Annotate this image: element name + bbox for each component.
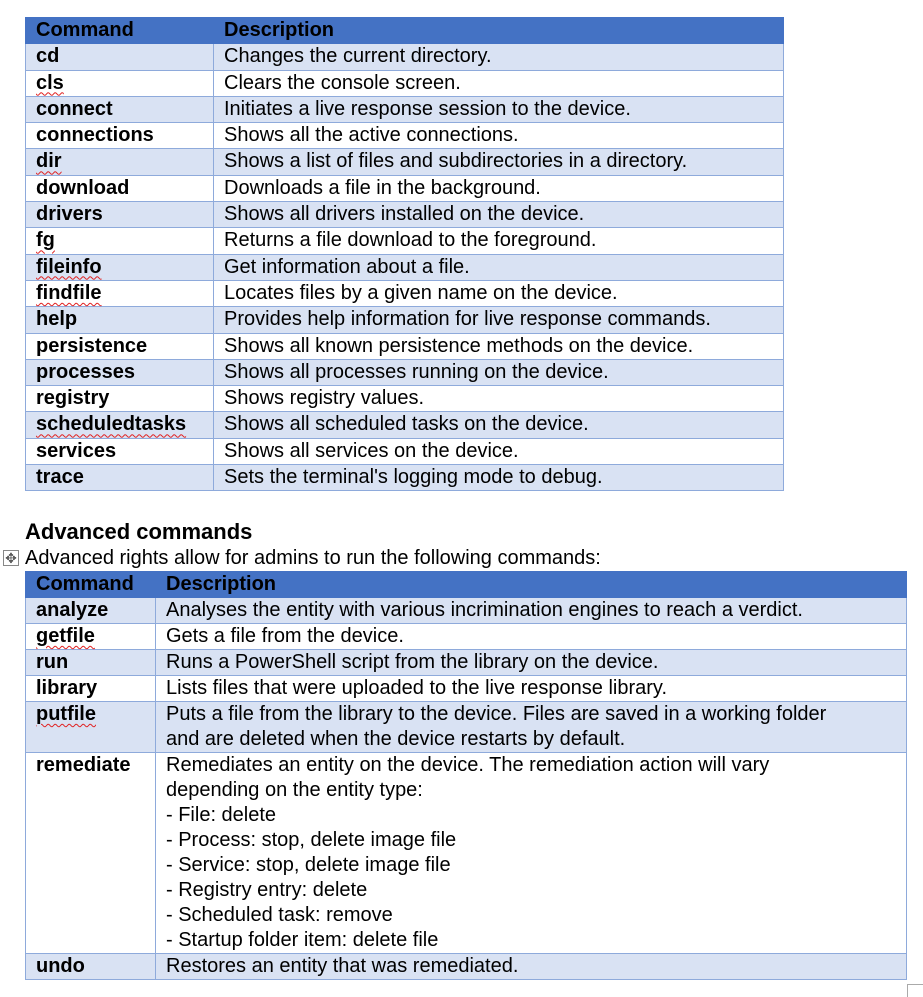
description-cell: Initiates a live response session to the device. [214, 96, 784, 122]
command-name: scheduledtasks [36, 413, 187, 436]
description-cell: Get information about a file. [214, 254, 784, 280]
command-cell [26, 44, 214, 70]
command-cell [26, 753, 156, 954]
command-cell [26, 650, 156, 676]
command-cell [26, 676, 156, 702]
command-name: run [36, 651, 69, 673]
description-cell [156, 676, 907, 702]
table-row [26, 624, 907, 650]
description-cell: Shows all scheduled tasks on the device. [214, 412, 784, 438]
command-name: fileinfo [36, 255, 102, 278]
command-name: undo [36, 955, 85, 977]
command-cell [26, 70, 214, 96]
table-row [26, 96, 784, 122]
command-name: getfile [36, 625, 95, 647]
command-cell [26, 202, 214, 228]
table-row [26, 386, 784, 412]
command-cell [26, 96, 214, 122]
table-row [26, 280, 784, 306]
description-cell [156, 624, 907, 650]
description-cell [156, 702, 907, 753]
table-row [26, 438, 784, 464]
description-cell [156, 598, 907, 624]
command-cell [26, 624, 156, 650]
description-line: Remediates an entity on the device. The remediation action will vary [166, 754, 770, 776]
description-line: Puts a file from the library to the device. Files are saved in a working folder [166, 703, 827, 725]
table-row [26, 202, 784, 228]
page-corner-mark [907, 984, 923, 997]
move-arrows-icon[interactable]: ✥ [3, 550, 19, 566]
header-description: Description [214, 18, 784, 44]
description-line: depending on the entity type: [166, 779, 423, 801]
table-row [26, 359, 784, 385]
description-cell: Shows registry values. [214, 386, 784, 412]
table-row [26, 333, 784, 359]
command-name: persistence [36, 334, 148, 357]
command-cell [26, 333, 214, 359]
command-name: trace [36, 466, 84, 489]
header-command: Command [26, 18, 214, 44]
description-cell [156, 954, 907, 980]
command-cell [26, 412, 214, 438]
description-cell: Changes the current directory. [214, 44, 784, 70]
command-cell [26, 598, 156, 624]
description-line: - Registry entry: delete [166, 879, 368, 901]
header-description: Description [156, 572, 907, 598]
description-cell: Clears the console screen. [214, 70, 784, 96]
command-name: analyze [36, 599, 109, 621]
header-command: Command [26, 572, 156, 598]
description-cell: Downloads a file in the background. [214, 175, 784, 201]
description-line: and are deleted when the device restarts by default. [166, 728, 626, 750]
advanced-commands-table [25, 571, 907, 980]
command-cell [26, 702, 156, 753]
table-row [26, 254, 784, 280]
command-name: download [36, 176, 130, 199]
command-name: connections [36, 124, 154, 147]
command-name: findfile [36, 281, 102, 304]
description-line: Runs a PowerShell script from the library on the device. [166, 651, 659, 673]
command-cell [26, 954, 156, 980]
description-cell: Shows all processes running on the device. [214, 359, 784, 385]
command-name: registry [36, 387, 110, 410]
command-name: drivers [36, 203, 103, 226]
command-name: dir [36, 150, 62, 173]
table-row [26, 307, 784, 333]
table-header-row [26, 572, 907, 598]
table-row [26, 598, 907, 624]
description-cell: Shows a list of files and subdirectories in a directory. [214, 149, 784, 175]
section-heading: Advanced commands [25, 519, 253, 544]
description-line: Gets a file from the device. [166, 625, 404, 647]
command-cell [26, 438, 214, 464]
command-cell [26, 254, 214, 280]
description-cell: Shows all drivers installed on the device. [214, 202, 784, 228]
table-row [26, 465, 784, 491]
description-cell: Locates files by a given name on the device. [214, 280, 784, 306]
description-cell: Shows all known persistence methods on the device. [214, 333, 784, 359]
command-cell [26, 175, 214, 201]
description-cell [156, 650, 907, 676]
table-row [26, 676, 907, 702]
command-cell [26, 386, 214, 412]
command-cell [26, 307, 214, 333]
command-name: cls [36, 71, 64, 94]
command-name: connect [36, 97, 113, 120]
command-name: putfile [36, 703, 96, 725]
description-cell: Returns a file download to the foreground. [214, 228, 784, 254]
table-row [26, 412, 784, 438]
section-intro: Advanced rights allow for admins to run the following commands: [25, 547, 601, 569]
command-name: processes [36, 360, 135, 383]
description-line: Restores an entity that was remediated. [166, 955, 519, 977]
command-name: cd [36, 45, 60, 68]
description-line: - Service: stop, delete image file [166, 854, 451, 876]
table-row [26, 149, 784, 175]
command-name: services [36, 439, 117, 462]
description-line: Lists files that were uploaded to the live response library. [166, 677, 668, 699]
command-name: help [36, 308, 78, 331]
table-row [26, 123, 784, 149]
command-cell [26, 228, 214, 254]
command-name: fg [36, 229, 55, 252]
basic-commands-table [25, 17, 784, 491]
table-row [26, 228, 784, 254]
description-cell [156, 753, 907, 954]
description-cell: Sets the terminal's logging mode to debug. [214, 465, 784, 491]
description-line: - Scheduled task: remove [166, 904, 393, 926]
description-line: - File: delete [166, 804, 277, 826]
table-row [26, 753, 907, 954]
description-cell: Shows all services on the device. [214, 438, 784, 464]
table-row [26, 954, 907, 980]
description-line: - Process: stop, delete image file [166, 829, 457, 851]
command-cell [26, 123, 214, 149]
command-name: library [36, 677, 98, 699]
description-line: Analyses the entity with various incrimination engines to reach a verdict. [166, 599, 803, 621]
command-cell [26, 359, 214, 385]
description-line: - Startup folder item: delete file [166, 929, 439, 951]
table-header-row [26, 18, 784, 44]
command-name: remediate [36, 754, 131, 776]
description-cell: Shows all the active connections. [214, 123, 784, 149]
table-row [26, 702, 907, 753]
command-cell [26, 149, 214, 175]
command-cell [26, 465, 214, 491]
table-row [26, 650, 907, 676]
table-row [26, 44, 784, 70]
table-row [26, 70, 784, 96]
table-row [26, 175, 784, 201]
command-cell [26, 280, 214, 306]
description-cell: Provides help information for live response commands. [214, 307, 784, 333]
